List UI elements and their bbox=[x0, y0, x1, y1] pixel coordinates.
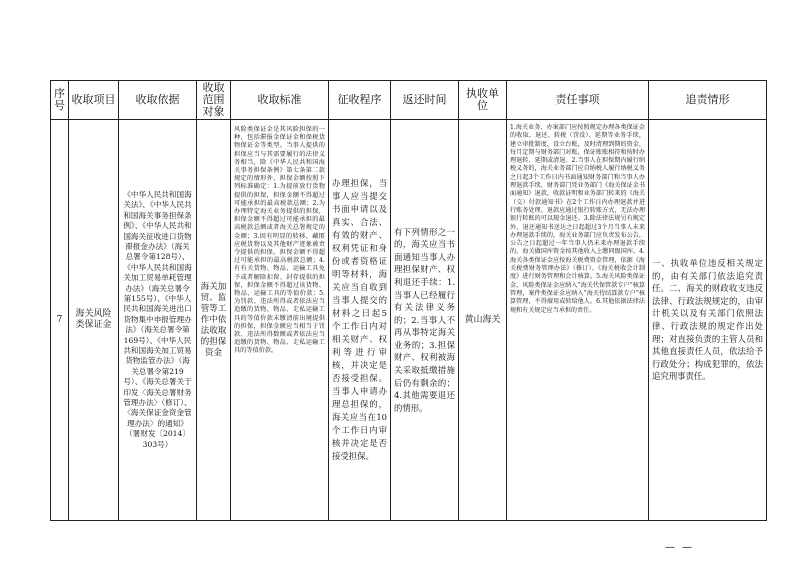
cell-standard: 风险类保证金是其风险担保的一种，包括滞报金保证金和保税货物保证金等类型。当事人提供的担保应当与其需要履行的法律义务相当，除《中华人民共和国海关事务担保条例》第七条第二款规定的情形外，担保金额按照下列标准确定：1.为提前放行货物提供的担保，担保金额不得超过可能承担的最高税款总额；2.为办理特定海关业务提供的担保，担保金额不得超过可能承担的最高税款总额或者海关总署规定的金额；3.因有明显的转移、藏匿应税货物以及其他财产迹象被责令提供的担保，担保金额不得超过可能承担的最高税款总额；4.有有关货物、物品、运输工具免予或者解除扣留、封存提供的担保，担保金额不得超过该货物、物品、运输工具的等值价款；5.为罚款、违法所得或者依法应当追缴的货物、物品、走私运输工具的等值价款未缴清前出境提供的担保，担保金额应当相当于罚款、违法所得数额或者依法应当追缴的货物、物品、走私运输工具的等值价款。 bbox=[231, 120, 329, 521]
header-procedure: 征收程序 bbox=[329, 81, 391, 120]
page-footer-mark: — — bbox=[665, 542, 695, 553]
cell-duty: 1.海关业务、办案部门应按照规定办理各类保证金的收取、退还、转税（罚没）、延期等业务手续，建立审批制度，设立台账，及时清理到期的资金，每月定期与财务部门对账，保证账账相符和按时办理退转、延期或清退。2.当事人在担保期内履行纳税义务的，海关业务部门应自纳税人履行纳税义务之日起3个工作日内书面通知财务部门和当事人办理退款手续，财务部门凭业务部门《海关保证金书面通知》退款，收款证明和业务部门转来的《海关（交）付款通知书》在2个工作日内办理退款并进行账务处理，退款应通过银行转账方式，无法办理银行转账的可以现金退还。3.除法律法规另有规定外，退还通知书送达之日起超过3个月当事人未来办理退款手续的，海关业务部门应负责发布公告，公告之日起超过一年当事人仍未来办理退款手续的，海关做国库资金按其他收入上缴同级国库。4.海关各类保证金应按海关税费资金管理，依据《海关税费财务管理办法》（修订）、《海关税收会计制度》进行财务管理和会计核算。5.海关风险类保证金、风险类保证金应纳入“海关代保管款专户”核算管理，案件类保证金应纳入“海关待结算款专户”核算管理，不得擅用或转给他人。6.其他依据法律法规和有关规定应当承担的责任。 bbox=[507, 120, 649, 521]
fee-table bbox=[50, 80, 767, 521]
cell-basis: 《中华人民共和国海关法》、《中华人民共和国海关事务担保条例》、《中华人民共和国海关征收进口货物滞报金办法》（海关总署令第128号）、《中华人民共和国海关加工贸易单耗管理办法》（海关总署令第155号）、《中华人民共和国海关进出口货物集中申报管理办法》（海关总署令第169号）、《中华人民共和国海关加工贸易货物监管办法》（海关总署令第219号）、《海关总署关于印发〈海关总署财务管理办法〉（修订）、〈海关保证金资金管理办法〉的通知》（署财发〔2014〕303号） bbox=[119, 120, 197, 521]
cell-seq: 7 bbox=[51, 120, 69, 521]
cell-refund-time: 有下列情形之一的，海关应当书面通知当事人办理担保财产、权利退还手续：1.当事人已经履行有关法律义务的；2.当事人不再从事特定海关业务的；3.担保财产、权利被海关采取抵缴措施后仍有剩余的；4.其他需要退还的情形。 bbox=[391, 120, 459, 521]
header-seq: 序号 bbox=[51, 81, 69, 120]
header-unit: 执收单位 bbox=[459, 81, 507, 120]
header-accountability: 追责情形 bbox=[649, 81, 767, 120]
table-row bbox=[51, 120, 767, 521]
header-duty: 责任事项 bbox=[507, 81, 649, 120]
header-item: 收取项目 bbox=[69, 81, 119, 120]
cell-accountability: 一、执收单位违反相关规定的，由有关部门依法追究责任。二、海关的财政收支违反法律、行政法规规定的，由审计机关以及有关部门依照法律、行政法规的规定作出处理；对直接负责的主管人员和其他直接责任人员，依法给予行政处分；构成犯罪的，依法追究刑事责任。 bbox=[649, 120, 767, 521]
cell-scope: 海关加贸、监管等工作中依法收取的担保资金 bbox=[197, 120, 231, 521]
header-scope: 收取范围对象 bbox=[197, 81, 231, 120]
table-header-row bbox=[51, 81, 767, 120]
header-refund-time: 返还时间 bbox=[391, 81, 459, 120]
cell-procedure: 办理担保，当事人应当提交书面申请以及真实、合法、有效的财产、权利凭证和身份或者资格证明等材料，海关应当自收到当事人提交的材料之日起5个工作日内对相关财产、权利等进行审核，并决定是否接受担保。当事人申请办理总担保的，海关应当在10个工作日内审核并决定是否接受担保。 bbox=[329, 120, 391, 521]
header-standard: 收取标准 bbox=[231, 81, 329, 120]
header-basis: 收取依据 bbox=[119, 81, 197, 120]
cell-item: 海关风险类保证金 bbox=[69, 120, 119, 521]
cell-unit: 黄山海关 bbox=[459, 120, 507, 521]
